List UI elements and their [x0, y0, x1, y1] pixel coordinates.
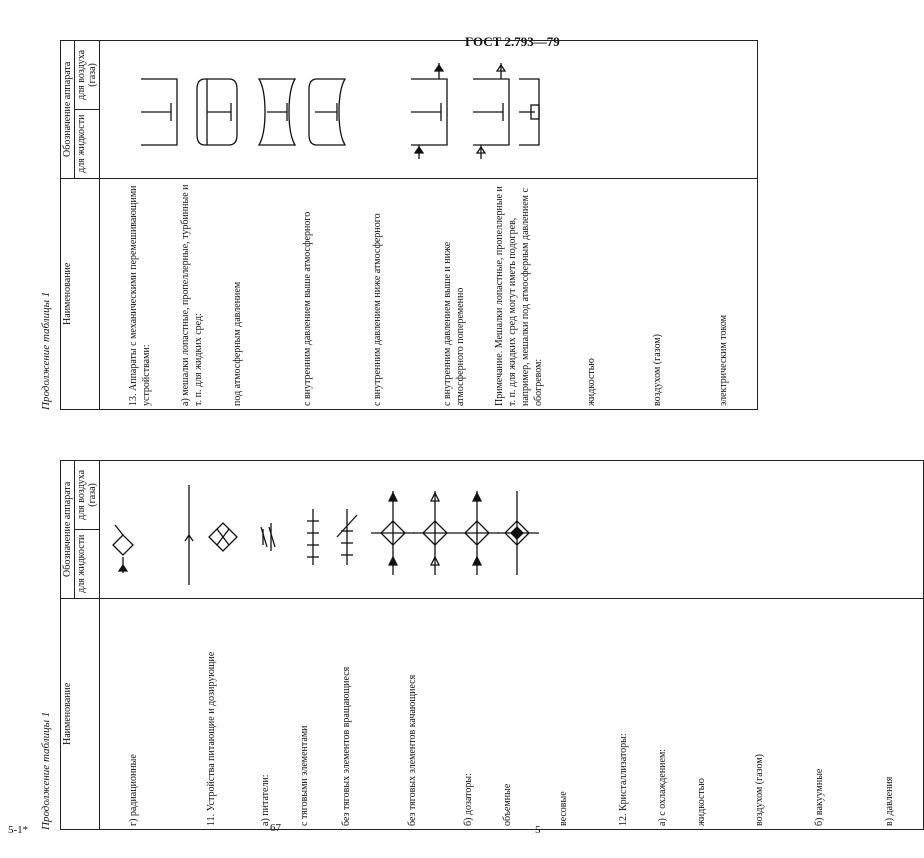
row-note: Примечание. Мешалки лопастные, пропеллерные и т. п. для жидких сред могут иметь подогрев, например, мешалки под атмосферным давлением с обогревом: [494, 183, 544, 406]
table-caption: Продолжение таблицы 1 [40, 711, 52, 830]
crystallizer-gas-symbol [413, 491, 457, 575]
doser-volumetric-symbol [307, 509, 319, 565]
symbols-graphic-right [101, 47, 541, 175]
col-header-group: Обозначение аппарата [61, 41, 75, 179]
symbols-column [100, 41, 758, 179]
footer-mark: 5-1* [8, 824, 29, 836]
row-crystallizers: 12. Кристаллизаторы: [618, 733, 629, 826]
page-number-right: 5 [535, 824, 541, 836]
row-below-atm: с внутренним давлением ниже атмосферного [372, 213, 383, 406]
mixer-heated-electric-symbol [519, 79, 539, 145]
col-header-name: Наименование [61, 178, 100, 409]
row-atmospheric: под атмосферным давлением [232, 281, 243, 406]
mixer-heated-air-symbol [473, 63, 509, 159]
standard-number: ГОСТ 2.793—79 [465, 34, 560, 49]
feeder-swinging-symbol [261, 523, 275, 551]
col-header-group: Обозначение аппарата [61, 461, 75, 599]
row-cooling: а) с охлаждением: [657, 748, 668, 826]
row-swinging: без тяговых элементов качающиеся [407, 674, 418, 826]
row-volumetric: объемные [502, 783, 513, 826]
row-pressure: в) давления [884, 776, 895, 826]
row-rotating: без тяговых элементов вращающиеся [341, 666, 352, 826]
names-column [100, 598, 924, 829]
mixer-alternating-symbol [309, 79, 345, 145]
feeder-rotating-symbol [209, 523, 237, 551]
row-dosers: б) дозаторы: [463, 773, 474, 826]
symbols-table [60, 460, 924, 830]
page-number-center: 67 [270, 822, 281, 834]
row-air: воздухом (газом) [754, 754, 765, 826]
row-feeders: а) питатели: [260, 774, 271, 826]
row-heating-electric: электрическим током [718, 314, 729, 406]
col-header-gas: для воздуха (газа) [75, 41, 100, 110]
row-weighing: весовые [558, 791, 569, 826]
col-header-liquid: для жидкости [75, 529, 100, 598]
col-header-name: Наименование [61, 598, 100, 829]
row-radiation: г) радиационные [128, 754, 139, 826]
feeder-traction-symbol [185, 485, 193, 585]
mixer-heated-liquid-symbol [411, 63, 447, 159]
row-mixers-group: 13. Аппараты с механическими перемешивающими устройствами: [128, 182, 152, 406]
row-vacuum: б) вакуумные [814, 768, 825, 826]
symbols-column [100, 461, 924, 599]
row-alternating: с внутренним давлением выше и ниже атмосферного попеременно [442, 239, 466, 406]
row-traction: с тяговыми элементами [299, 725, 310, 826]
doser-weighing-symbol [337, 509, 357, 565]
radiation-symbol [113, 525, 133, 573]
row-above-atm: с внутренним давлением выше атмосферного [302, 211, 313, 406]
row-heating-liquid: жидкостью [586, 358, 597, 406]
row-heating-air: воздухом (газом) [652, 334, 663, 406]
table-panel-left [40, 460, 895, 830]
symbols-graphic-left [101, 467, 541, 595]
mixer-atmospheric-symbol [141, 79, 177, 145]
table-caption: Продолжение таблицы 1 [40, 291, 52, 410]
col-header-gas: для воздуха (газа) [75, 461, 100, 530]
crystallizer-vacuum-symbol [457, 491, 499, 575]
crystallizer-liquid-symbol [371, 491, 415, 575]
col-header-liquid: для жидкости [75, 109, 100, 178]
row-mixers-liquid: а) мешалки лопастные, пропеллерные, турбинные и т. п. для жидких сред: [180, 181, 204, 406]
row-liquid: жидкостью [696, 778, 707, 826]
symbols-table [60, 40, 758, 410]
row-feeders-group: 11. Устройства питающие и дозирующие [206, 651, 217, 826]
mixer-below-atm-symbol [259, 79, 295, 145]
names-column [100, 178, 758, 409]
mixer-above-atm-symbol [197, 79, 237, 145]
crystallizer-pressure-symbol [497, 491, 539, 575]
